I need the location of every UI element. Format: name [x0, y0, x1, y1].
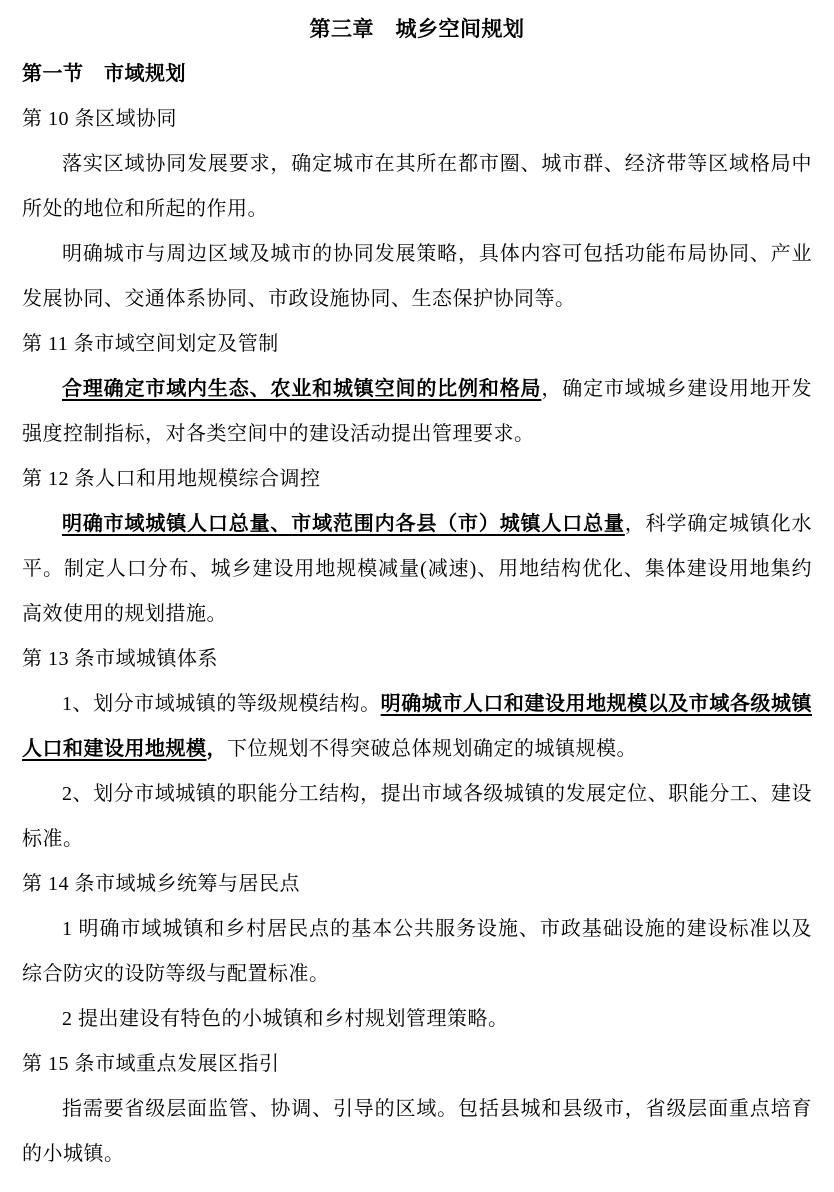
- text-run: 指需要省级层面监管、协调、引导的区域。包括县城和县级市，省级层面重点培育的小城镇。: [22, 1098, 812, 1165]
- text-run: 第 12 条人口和用地规模综合调控: [22, 468, 321, 490]
- text-run: 2、划分市域城镇的职能分工结构，提出市域各级城镇的发展定位、职能分工、建设标准。: [22, 783, 812, 850]
- paragraph: [22, 772, 812, 862]
- text-run: 合理确定市域内生态、农业和城镇空间的比例和格局: [62, 378, 542, 400]
- document-content: [22, 7, 812, 1177]
- paragraph: [22, 367, 812, 457]
- text-run: ，确定市域城乡建设用地开发强度控制指标，对各类空间中的建设活动提出管理要求。: [22, 378, 813, 445]
- article-heading: [22, 862, 812, 907]
- paragraph: [22, 502, 812, 637]
- article-heading: [22, 97, 812, 142]
- text-run: 第一节 市域规划: [22, 63, 186, 85]
- text-run: 1 明确市域城镇和乡村居民点的基本公共服务设施、市政基础设施的建设标准以及综合防灾的设防等级与配置标准。: [22, 918, 812, 985]
- text-run: 第 13 条市域城镇体系: [22, 648, 218, 670]
- text-run: 1、划分市域城镇的等级规模结构。: [62, 693, 381, 715]
- text-run: 明确市域城镇人口总量、市域范围内各县（市）城镇人口总量: [62, 513, 625, 535]
- article-heading: [22, 457, 812, 502]
- paragraph: [22, 232, 812, 322]
- paragraph: [22, 142, 812, 232]
- text-run: 落实区域协同发展要求，确定城市在其所在都市圈、城市群、经济带等区域格局中所处的地位和所起的作用。: [22, 153, 812, 220]
- article-heading: [22, 1042, 812, 1087]
- text-run: ，科学确定城镇化水平。制定人口分布、城乡建设用地规模减量(减速)、用地结构优化、集体建设用地集约高效使用的规划措施。: [22, 513, 813, 625]
- section-heading: [22, 52, 812, 97]
- text-run: 明确城市人口和建设用地规模以及市域各级城镇人口和建设用地规模: [22, 693, 813, 760]
- text-run: 2 提出建设有特色的小城镇和乡村规划管理策略。: [62, 1008, 509, 1030]
- paragraph: [22, 997, 812, 1042]
- paragraph: [22, 1087, 812, 1177]
- text-run: 第 14 条市域城乡统筹与居民点: [22, 873, 300, 895]
- text-run: 第三章 城乡空间规划: [309, 18, 525, 41]
- article-heading: [22, 637, 812, 682]
- chapter-title: [22, 7, 812, 52]
- article-heading: [22, 322, 812, 367]
- paragraph: [22, 907, 812, 997]
- text-run: ，: [206, 738, 227, 760]
- text-run: 第 11 条市域空间划定及管制: [22, 333, 279, 355]
- text-run: 第 15 条市域重点发展区指引: [22, 1053, 280, 1075]
- text-run: 明确城市与周边区域及城市的协同发展策略，具体内容可包括功能布局协同、产业发展协同、交通体系协同、市政设施协同、生态保护协同等。: [22, 243, 812, 310]
- text-run: 下位规划不得突破总体规划确定的城镇规模。: [227, 738, 637, 760]
- paragraph: [22, 682, 812, 772]
- text-run: 第 10 条区域协同: [22, 108, 177, 130]
